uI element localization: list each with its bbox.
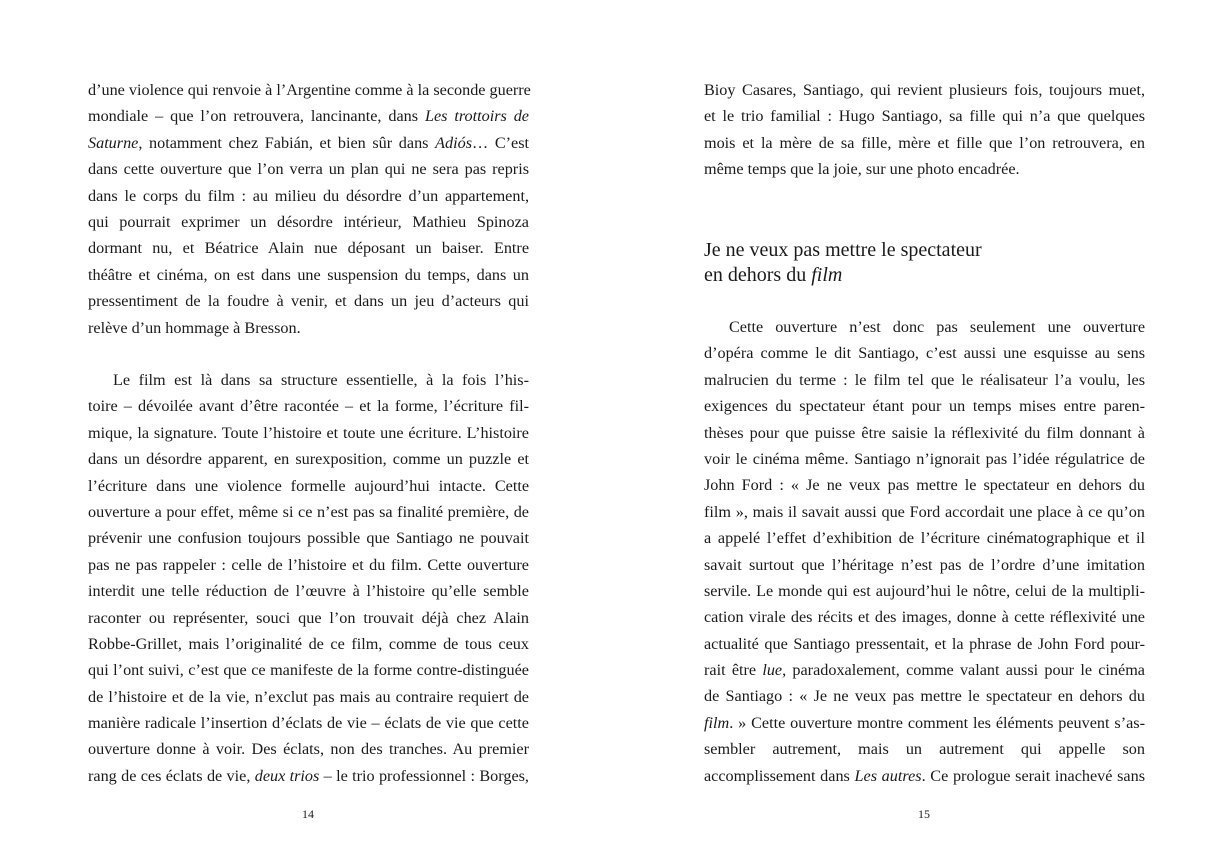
text-line: malrucien du terme : le film tel que le réalisateur l’a voulu, les bbox=[704, 370, 1145, 389]
italic-title: Les trottoirs de bbox=[424, 107, 529, 126]
italic-title: deux trios bbox=[254, 766, 320, 785]
text-line: Le film est là dans sa structure essentielle, à la fois l’his- bbox=[113, 371, 529, 389]
text-line: cation virale des récits et des images, donne à cette réflexivité une bbox=[704, 608, 1145, 627]
text-line: Saturne, notamment chez Fabián, et bien sûr dans Adiós… C’est bbox=[88, 133, 529, 152]
text-line: dans cette ouverture que l’on verra un plan qui ne sera pas repris bbox=[88, 160, 529, 179]
heading-line-2-text: en dehors du bbox=[704, 264, 812, 286]
page-number-right: 15 bbox=[918, 807, 930, 821]
heading-line-2 bbox=[704, 263, 982, 288]
text-line: accomplissement dans Les autres. Ce prologue serait inachevé sans bbox=[704, 766, 1145, 785]
text-line: thèses pour que puisse être saisie la réflexivité du film donnant à bbox=[704, 423, 1145, 442]
heading-line-2-italic: film bbox=[811, 264, 843, 286]
text-line: de l’histoire et de la vie, n’exclut pas mais au contraire requiert de bbox=[88, 687, 529, 706]
text-line: John Ford : « Je ne veux pas mettre le spectateur en dehors du bbox=[704, 476, 1145, 495]
text-line: savait surtout que l’héritage n’est pas de l’ordre d’une imitation bbox=[704, 555, 1145, 574]
text-line: film », mais il savait aussi que Ford accordait une place à ce qu’on bbox=[704, 502, 1145, 521]
left-paragraph-2 bbox=[88, 367, 529, 789]
text-line: interdit une telle réduction de l’œuvre à l’histoire qu’elle semble bbox=[88, 582, 529, 601]
text-line: qui l’ont suivi, c’est que ce manifeste de la forme contre-distinguée bbox=[88, 661, 529, 680]
text-line: film. » Cette ouverture montre comment les éléments peuvent s’as- bbox=[704, 713, 1145, 732]
italic-title: Adiós bbox=[435, 133, 472, 152]
text-line: même temps que la joie, sur une photo encadrée. bbox=[704, 160, 1020, 179]
right-paragraph-1 bbox=[704, 77, 1145, 183]
text-line: pas ne pas rappeler : celle de l’histoire et du film. Cette ouverture bbox=[88, 555, 529, 574]
text-line: d’une violence qui renvoie à l’Argentine comme à la seconde guerre bbox=[88, 81, 531, 99]
text-line: dans le corps du film : au milieu du désordre d’un appartement, bbox=[88, 186, 529, 205]
text-line: l’écriture dans une violence formelle aujourd’hui intacte. Cette bbox=[88, 476, 529, 495]
text-line: voir le cinéma même. Santiago n’ignorait pas l’idée régulatrice de bbox=[704, 449, 1145, 468]
text-line: Bioy Casares, Santiago, qui revient plusieurs fois, toujours muet, bbox=[704, 81, 1145, 99]
text-line: Robbe-Grillet, mais l’originalité de ce film, comme de tous ceux bbox=[88, 634, 529, 653]
text-line: qui pourrait exprimer un désordre intérieur, Mathieu Spinoza bbox=[88, 212, 529, 231]
text-line: exigences du spectateur étant pour un temps mises entre paren- bbox=[704, 397, 1145, 416]
text-line: pressentiment de la foudre à venir, et dans un jeu d’acteurs qui bbox=[88, 292, 529, 311]
left-paragraph-1 bbox=[88, 77, 529, 341]
text-line: Cette ouverture n’est donc pas seulement une ouverture bbox=[729, 318, 1145, 336]
section-heading bbox=[704, 238, 982, 288]
heading-line-1: Je ne veux pas mettre le spectateur bbox=[704, 239, 982, 261]
text-line: a appelé l’effet d’exhibition de l’écriture cinématographique et il bbox=[704, 529, 1145, 548]
text-line: sembler autrement, mais un autrement qui appelle son bbox=[704, 740, 1145, 759]
italic-title: film bbox=[704, 713, 730, 732]
text-line: théâtre et cinéma, on est dans une suspension du temps, dans un bbox=[88, 265, 529, 284]
text-line: ouverture a pour effet, même si ce n’est pas sa finalité première, de bbox=[88, 502, 529, 521]
page-number-left: 14 bbox=[302, 807, 314, 821]
right-page bbox=[616, 0, 1232, 866]
text-line: manière radicale l’insertion d’éclats de vie – éclats de vie que cette bbox=[88, 714, 529, 733]
text-line: d’opéra comme le dit Santiago, c’est aussi une esquisse au sens bbox=[704, 344, 1145, 363]
text-line: rang de ces éclats de vie, deux trios – le trio professionnel : Borges, bbox=[88, 766, 529, 785]
text-line: prévenir une confusion toujours possible que Santiago ne pouvait bbox=[88, 529, 529, 548]
italic-title: Les autres bbox=[854, 766, 922, 785]
text-line: servile. Le monde qui est aujourd’hui le nôtre, celui de la multipli- bbox=[704, 581, 1145, 600]
text-line: actualité que Santiago pressentait, et la phrase de John Ford pour- bbox=[704, 634, 1145, 653]
text-line: mondiale – que l’on retrouvera, lancinante, dans Les trottoirs de bbox=[88, 107, 529, 126]
italic-title: Saturne bbox=[88, 133, 139, 152]
text-line: toire – dévoilée avant d’être racontée – et la forme, l’écriture fil- bbox=[88, 397, 529, 416]
text-line: mique, la signature. Toute l’histoire et toute une écriture. L’histoire bbox=[88, 423, 529, 442]
text-line: ouverture donne à voir. Des éclats, non des tranches. Au premier bbox=[88, 740, 529, 759]
italic-title: lue bbox=[762, 661, 783, 680]
text-line: dormant nu, et Béatrice Alain nue déposant un baiser. Entre bbox=[88, 239, 529, 258]
text-line: dans un désordre apparent, en surexposition, comme un puzzle et bbox=[88, 450, 529, 469]
text-line: rait être lue, paradoxalement, comme valant aussi pour le cinéma bbox=[704, 661, 1145, 680]
text-line: et le trio familial : Hugo Santiago, sa fille qui n’a que quelques bbox=[704, 107, 1145, 126]
right-paragraph-2 bbox=[704, 314, 1145, 789]
text-line: de Santiago : « Je ne veux pas mettre le spectateur en dehors du bbox=[704, 687, 1145, 706]
text-line: raconter ou représenter, souci que l’on trouvait déjà chez Alain bbox=[88, 608, 529, 627]
text-line: mois et la mère de sa fille, mère et fille que l’on retrouvera, en bbox=[704, 133, 1145, 152]
text-line: relève d’un hommage à Bresson. bbox=[88, 318, 301, 337]
